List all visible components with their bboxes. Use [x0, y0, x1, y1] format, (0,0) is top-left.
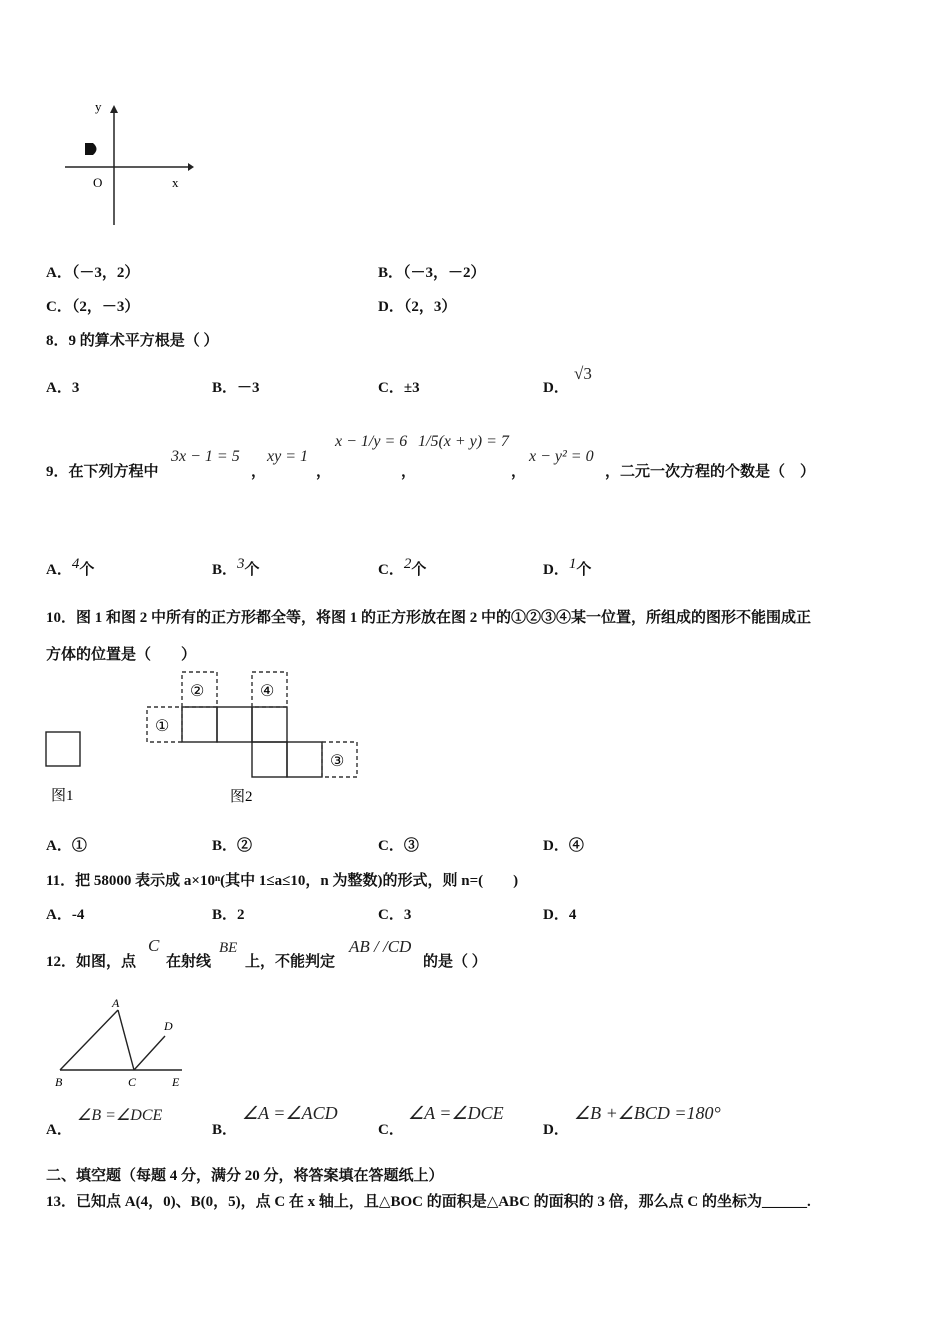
q12-option-b[interactable] — [212, 1118, 237, 1139]
label-b: B — [55, 1075, 63, 1089]
y-axis-label: y — [95, 99, 102, 114]
option-letter: D． — [543, 907, 569, 923]
option-letter: B． — [212, 838, 238, 854]
origin-label: O — [93, 175, 103, 190]
q9-sep: ， — [401, 464, 417, 480]
option-text: ±3 — [403, 380, 420, 396]
option-letter: B． — [212, 562, 238, 578]
option-letter: C． — [46, 299, 72, 315]
option-num: 2 — [403, 556, 412, 572]
q12-var-c: C — [148, 936, 160, 955]
q12-option-a[interactable] — [46, 1118, 72, 1139]
option-letter: B． — [212, 380, 238, 396]
option-text: ① — [71, 838, 87, 854]
figure2-caption: 图2 — [230, 789, 253, 805]
option-text: －3 — [237, 380, 260, 396]
q9-eq-1: 3x − 1 = 5 — [171, 448, 240, 465]
option-text: 3 — [403, 907, 412, 923]
option-text: 4 — [568, 907, 577, 923]
q12-stem-d: 的是（ ） — [423, 954, 487, 970]
mark-3: ③ — [330, 753, 345, 770]
q12-option-c-value: ∠A =∠DCE — [408, 1103, 504, 1123]
option-letter: B． — [378, 265, 404, 281]
q12-var-ab-cd: AB / /CD — [349, 937, 412, 956]
option-letter: A． — [46, 1122, 72, 1138]
option-unit: 个 — [576, 562, 592, 578]
option-letter: C． — [378, 907, 404, 923]
figure2-squares — [182, 707, 322, 777]
x-axis-label: x — [172, 175, 179, 190]
option-text: ③ — [403, 838, 419, 854]
q9-option-d[interactable] — [543, 556, 591, 579]
mark-4: ④ — [260, 683, 275, 700]
option-letter: A． — [46, 907, 72, 923]
q12-stem-b: 在射线 — [166, 954, 212, 970]
q12-option-a-value: ∠B =∠DCE — [77, 1107, 163, 1124]
option-letter: D． — [543, 562, 569, 578]
q12-stem-c: 上，不能判定 — [245, 954, 336, 970]
q8-option-b[interactable] — [212, 376, 260, 397]
q10-net-figure — [40, 668, 370, 810]
q9-option-b[interactable] — [212, 556, 260, 579]
option-letter: A． — [46, 380, 72, 396]
q9-option-c[interactable] — [378, 556, 426, 579]
option-unit: 个 — [244, 562, 260, 578]
q8-option-c[interactable] — [378, 376, 420, 397]
label-a: A — [112, 996, 120, 1010]
q12-stem-a: 12．如图，点 — [46, 954, 137, 970]
q11-option-a[interactable] — [46, 903, 84, 924]
q7-option-b[interactable] — [378, 261, 486, 282]
option-num: 1 — [568, 556, 577, 572]
option-letter: A． — [46, 562, 72, 578]
q9-sep: ， — [251, 464, 267, 480]
q12-option-c[interactable] — [378, 1118, 404, 1139]
option-text: （－3，2） — [71, 265, 140, 281]
q7-option-d[interactable] — [378, 295, 456, 316]
label-d: D — [164, 1019, 173, 1033]
option-text: -4 — [71, 907, 85, 923]
option-unit: 个 — [411, 562, 427, 578]
option-letter: C． — [378, 838, 404, 854]
option-letter: D． — [378, 299, 404, 315]
option-text: （－3，－2） — [403, 265, 486, 281]
option-num: 4 — [71, 556, 80, 572]
mark-1: ① — [155, 718, 170, 735]
q12-option-d-value: ∠B +∠BCD =180° — [574, 1103, 721, 1123]
option-letter: A． — [46, 265, 72, 281]
q9-stem-suffix: ，二元一次方程的个数是（ ） — [605, 464, 816, 480]
q10-option-b[interactable] — [212, 834, 252, 855]
option-text: 3 — [71, 380, 80, 396]
q7-option-a[interactable] — [46, 261, 139, 282]
q8-option-d[interactable] — [543, 376, 569, 397]
q9-eq-2: xy = 1 — [267, 448, 308, 465]
q9-eq-5: x − y² = 0 — [529, 448, 594, 465]
option-text: ④ — [568, 838, 584, 854]
option-letter: D． — [543, 1122, 569, 1138]
q12-option-b-value: ∠A =∠ACD — [242, 1103, 338, 1123]
q9-stem-prefix: 9．在下列方程中 — [46, 464, 159, 480]
label-e: E — [172, 1075, 180, 1089]
section2-title: 二、填空题（每题 4 分，满分 20 分，将答案填在答题纸上） — [46, 1168, 444, 1184]
q11-stem: 11．把 58000 表示成 a×10ⁿ(其中 1≤a≤10，n 为整数)的形式，则 n=( ) — [46, 873, 519, 889]
q11-option-c[interactable] — [378, 903, 411, 924]
q13-stem: 13．已知点 A(4，0)、B(0，5)，点 C 在 x 轴上，且△BOC 的面积是△ABC 的面积的 3 倍，那么点 C 的坐标为______. — [46, 1194, 811, 1210]
q8-option-d-value: √3 — [574, 364, 592, 383]
q9-sep: ， — [511, 464, 527, 480]
q9-eq-4: 1/5(x + y) = 7 — [418, 433, 509, 450]
option-num: 3 — [237, 556, 245, 572]
figure1-caption: 图1 — [51, 788, 74, 804]
q10-option-c[interactable] — [378, 834, 419, 855]
option-text: （2，3） — [403, 299, 457, 315]
option-letter: D． — [543, 380, 569, 396]
option-letter: B． — [212, 907, 238, 923]
option-letter: D． — [543, 838, 569, 854]
q10-stem-line2: 方体的位置是（ ） — [46, 647, 197, 663]
option-letter: A． — [46, 838, 72, 854]
label-c: C — [128, 1075, 137, 1089]
q9-sep: ， — [316, 464, 332, 480]
q8-option-a[interactable] — [46, 376, 79, 397]
q10-option-d[interactable] — [543, 834, 584, 855]
option-letter: C． — [378, 1122, 404, 1138]
option-letter: C． — [378, 562, 404, 578]
q12-geometry-figure — [50, 990, 190, 1095]
q9-eq-3: x − 1/y = 6 — [335, 433, 408, 450]
q10-option-a[interactable] — [46, 834, 87, 855]
option-text: （2，－3） — [71, 299, 140, 315]
q9-option-a[interactable] — [46, 556, 94, 579]
figure1-square — [46, 732, 80, 766]
option-text: 2 — [237, 907, 245, 923]
mark-2: ② — [190, 683, 205, 700]
q10-stem-line1: 10．图 1 和图 2 中所有的正方形都全等，将图 1 的正方形放在图 2 中的①②③④某一位置，所组成的图形不能围成正 — [46, 610, 812, 626]
q11-option-d[interactable] — [543, 903, 576, 924]
point-marker — [85, 143, 97, 155]
q8-stem: 8．9 的算术平方根是（ ） — [46, 333, 219, 349]
option-unit: 个 — [79, 562, 95, 578]
q12-var-be: BE — [219, 940, 238, 956]
option-letter: B． — [212, 1122, 238, 1138]
q7-coordinate-figure — [60, 95, 195, 230]
option-text: ② — [237, 838, 253, 854]
q11-option-b[interactable] — [212, 903, 245, 924]
q7-option-c[interactable] — [46, 295, 139, 316]
option-letter: C． — [378, 380, 404, 396]
q12-option-d[interactable] — [543, 1118, 569, 1139]
